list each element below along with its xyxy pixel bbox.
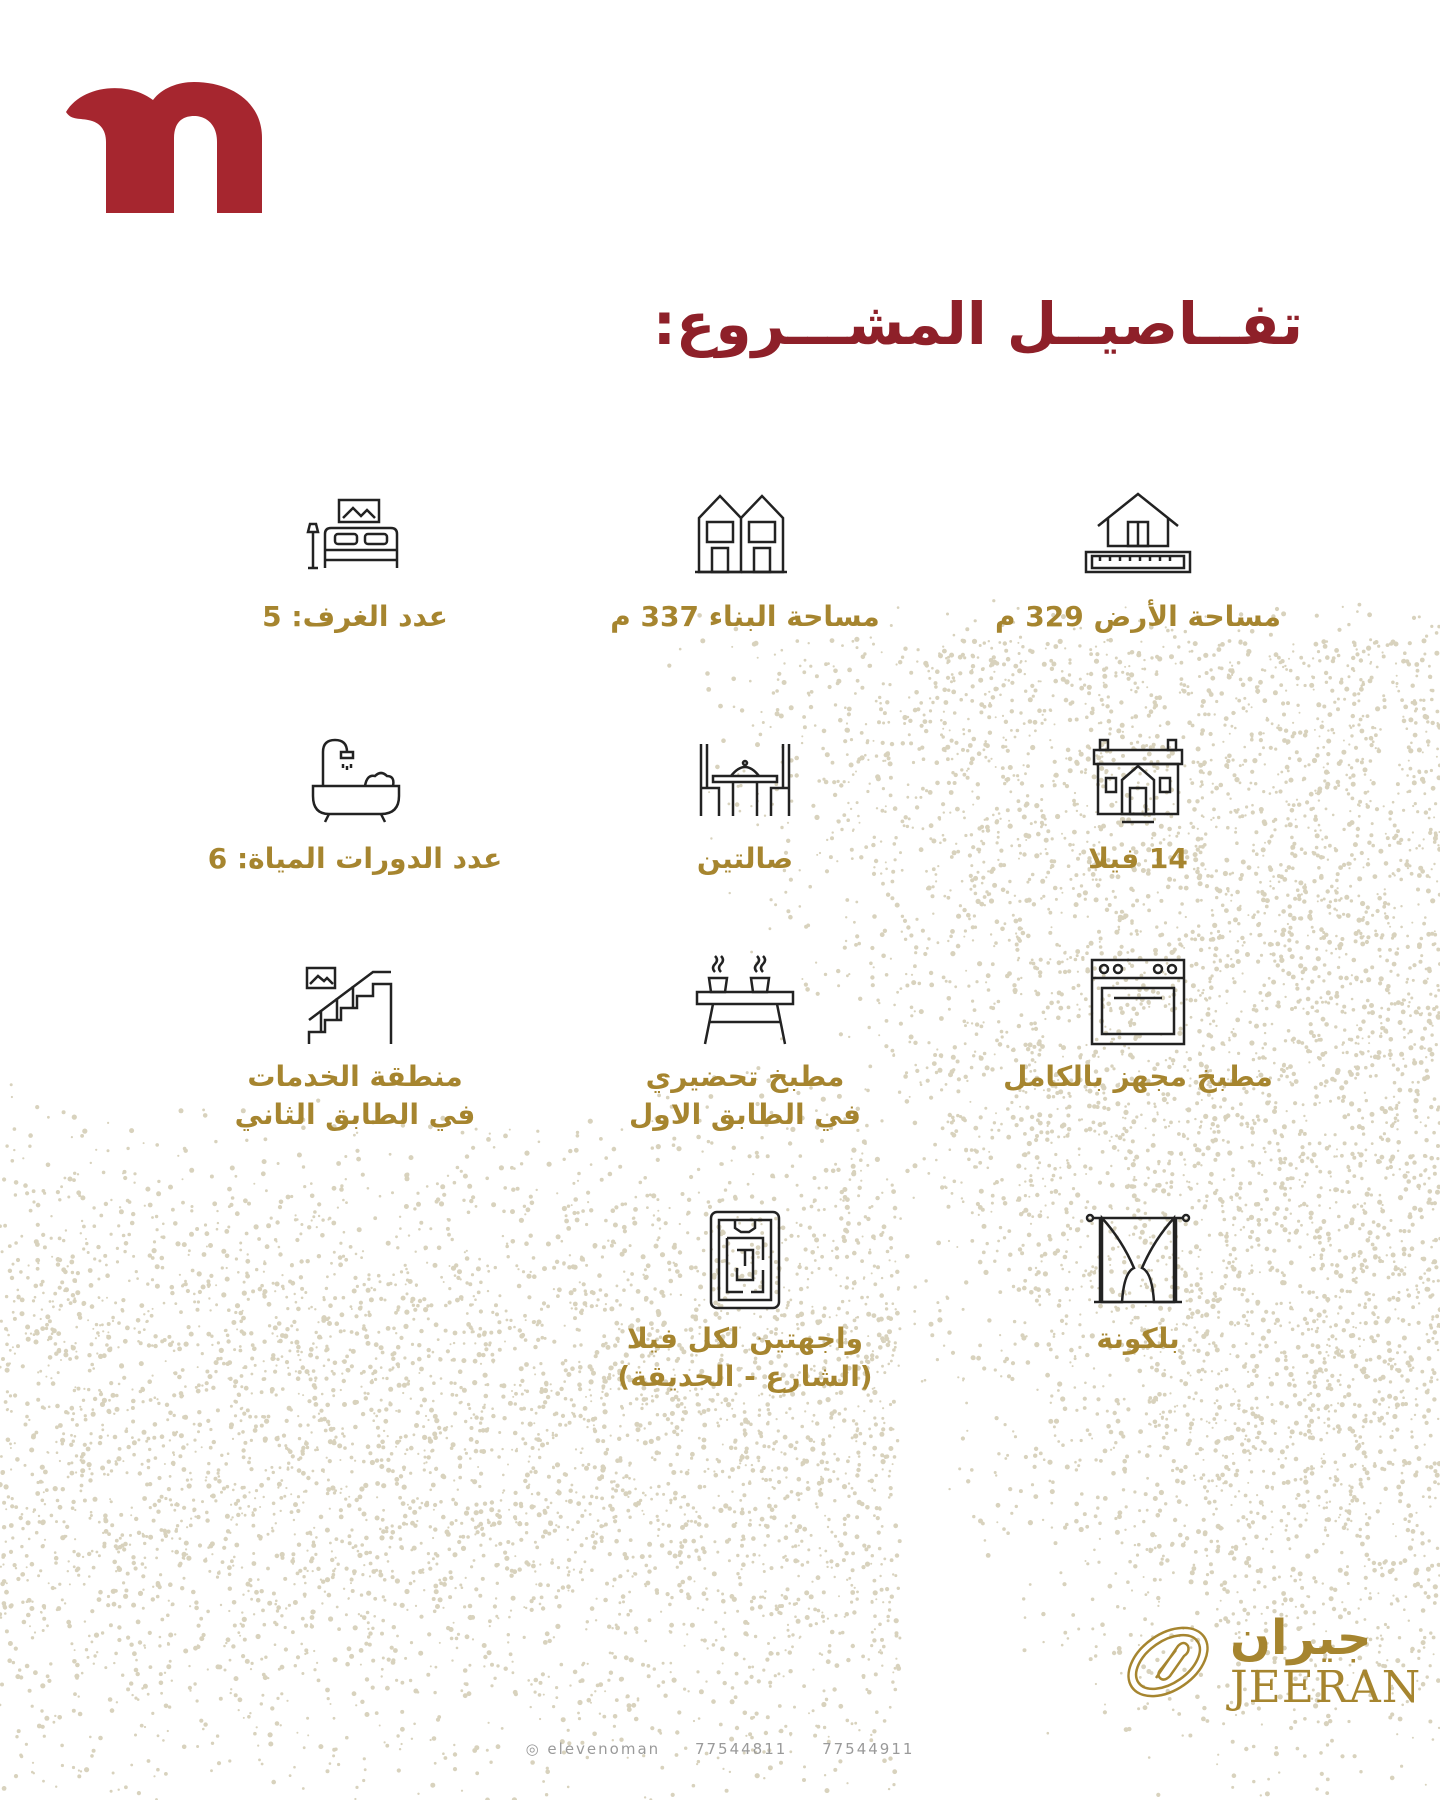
brand-name-en: JEERAN: [1230, 1662, 1422, 1713]
feature-villas: [948, 730, 1328, 878]
feature-label: واجهتين لكل فيلا (الشارع - الحديقة): [617, 1322, 873, 1393]
floor-plan-icon: [685, 1210, 805, 1310]
feature-services: [165, 948, 545, 1134]
curtains-icon: [1078, 1210, 1198, 1310]
prep-kitchen-icon: [685, 948, 805, 1048]
feature-balcony: [948, 1210, 1328, 1358]
feature-kitchen: [948, 948, 1328, 1096]
building-area-icon: [685, 488, 805, 588]
feature-label: عدد الغرف: 5: [262, 600, 448, 633]
villa-icon: [1078, 730, 1198, 830]
dining-table-icon: [685, 730, 805, 830]
feature-bathrooms: [165, 730, 545, 878]
phone-number[interactable]: 77544911: [822, 1740, 915, 1758]
feature-label: مساحة البناء 337 م: [610, 600, 880, 633]
feature-label: منطقة الخدمات في الطابق الثاني: [234, 1060, 476, 1131]
bed-icon: [295, 488, 415, 588]
feature-facades: [555, 1210, 935, 1396]
feature-label: مطبخ مجهز بالكامل: [1003, 1060, 1273, 1093]
feature-label: 14 فيلا: [1088, 842, 1188, 875]
feature-label: مساحة الأرض 329 م: [995, 600, 1281, 633]
oven-icon: [1078, 948, 1198, 1048]
feature-label: بلكونة: [1096, 1322, 1180, 1355]
jeeran-brand: [1118, 1610, 1422, 1713]
feature-land-area: [948, 488, 1328, 636]
brand-name-ar: جيران: [1230, 1610, 1372, 1666]
footer-contact: [0, 1740, 1440, 1758]
feature-prep-kitchen: [555, 948, 935, 1134]
page-title: تفــاصيــل المشـــروع:: [652, 290, 1303, 358]
feature-label: صالتين: [696, 842, 794, 875]
feature-label: مطبخ تحضيري في الطابق الاول: [629, 1060, 861, 1131]
bathtub-icon: [295, 730, 415, 830]
feature-label: عدد الدورات المياة: 6: [207, 842, 503, 875]
phone-number[interactable]: 77544811: [694, 1740, 788, 1758]
eleven-logo: [66, 80, 266, 215]
feature-halls: [555, 730, 935, 878]
feature-rooms: [165, 488, 545, 636]
land-area-icon: [1078, 488, 1198, 588]
instagram-handle[interactable]: ◎ elevenoman: [525, 1740, 661, 1758]
stairs-icon: [295, 948, 415, 1048]
instagram-icon: ◎: [525, 1740, 548, 1758]
jeeran-logo-mark: [1118, 1612, 1218, 1712]
feature-building-area: [555, 488, 935, 636]
